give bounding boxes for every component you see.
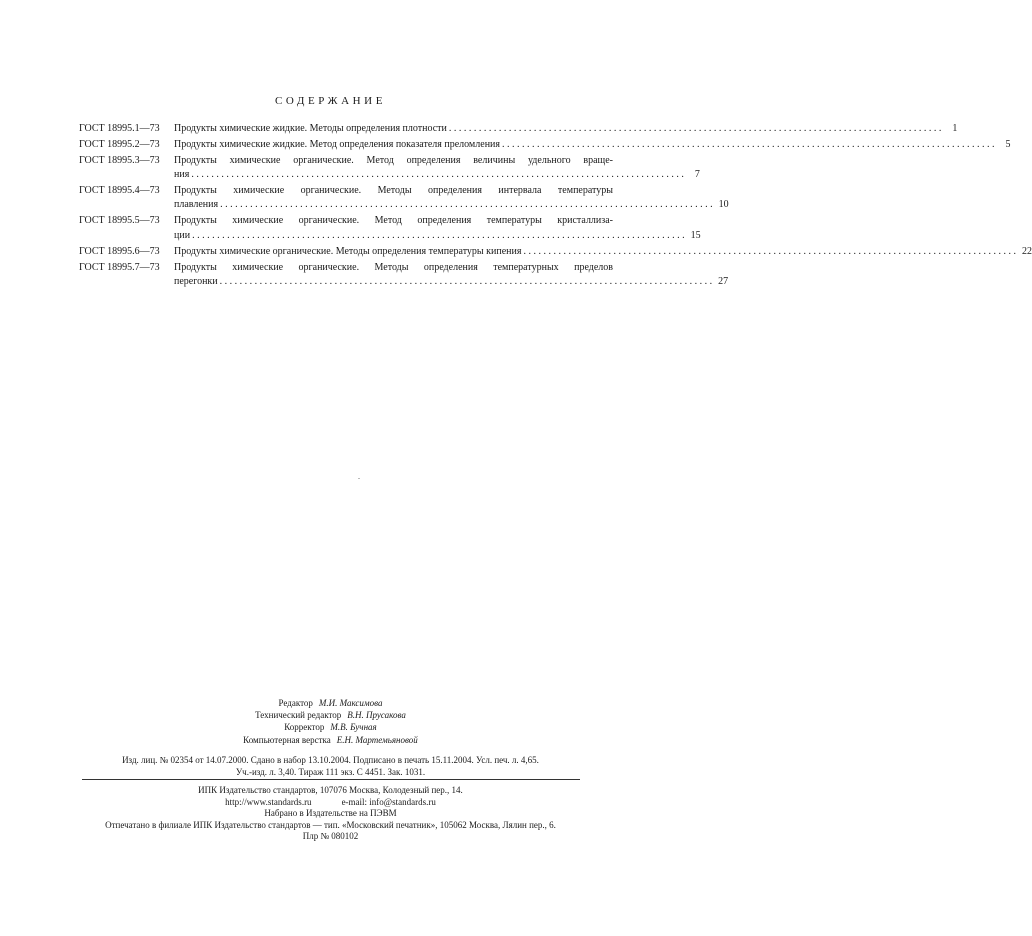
toc-entry-title: Продукты химические жидкие. Метод определения показателя преломления [174,139,500,150]
dot-leader [191,168,684,182]
publication-info [0,754,661,778]
printing-info [0,785,661,843]
scan-speck [358,478,360,479]
toc-entry-code: ГОСТ 18995.1—73 [79,123,160,134]
contents-title: СОДЕРЖАНИЕ [274,95,387,107]
editorial-staff [0,697,661,746]
website-link[interactable]: http://www.standards.ru [225,796,312,807]
toc-entry-title: Продукты химические органические. Метод определения температуры кристаллиза- [174,215,613,227]
toc-entry-code: ГОСТ 18995.7—73 [79,261,160,273]
toc-entry-title: Продукты химические органические. Метод определения величины удельного враще- [174,155,613,166]
toc-entry-code: ГОСТ 18995.4—73 [79,185,160,197]
toc-entry-title-continued: перегонки [174,275,218,287]
toc-entry-title-continued: ния [174,169,190,181]
dot-leader [220,198,713,212]
dot-leader [449,122,942,136]
toc-entry-title-continued: ции [174,229,191,241]
toc-entry-code: ГОСТ 18995.5—73 [79,215,160,227]
staff-name: М.И. Максимова [318,698,383,708]
toc-entry[interactable] [79,261,729,289]
toc-entry[interactable] [79,138,1011,152]
toc-entry-title: Продукты химические органические. Методы определения температурных пределов [174,261,613,273]
staff-name: М.В. Бучная [330,722,377,733]
email-link[interactable]: e-mail: info@standards.ru [341,796,436,807]
toc-entry-page: 1 [952,123,958,134]
contact-line [0,797,661,809]
publication-line: Уч.-изд. л. 3,40. Тираж 111 экз. С 4451. Зак. 1031. [235,767,426,778]
toc-entry-page: 15 [690,229,701,241]
toc-entry[interactable] [79,245,1032,259]
toc-entry-page: 22 [1021,245,1032,257]
staff-row [0,721,661,733]
divider [82,779,580,780]
toc-entry-code: ГОСТ 18995.6—73 [79,245,160,257]
toc-entry[interactable] [79,122,958,136]
dot-leader [523,245,1016,259]
staff-role: Технический редактор [255,710,342,721]
dot-leader [220,275,713,289]
toc-entry-code: ГОСТ 18995.2—73 [79,139,160,150]
toc-entry[interactable] [79,154,700,182]
typeset-note: Набрано в Издательстве на ПЭВМ [264,808,397,819]
toc-entry[interactable] [79,184,729,212]
plr-number: Плр № 080102 [302,831,359,842]
dot-leader [192,229,685,243]
printed-note: Отпечатано в филиале ИПК Издательство стандартов — тип. «Московский печатник», 105062 Москва, Лялин пер., 6. [105,819,556,830]
toc-entry[interactable] [79,214,701,242]
toc-entry-page: 5 [1005,139,1011,150]
staff-row [0,697,661,709]
toc-entry-title-continued: плавления [174,199,219,211]
toc-entry-title: Продукты химические органические. Методы определения температуры кипения [174,245,522,257]
staff-name: В.Н. Прусакова [347,710,406,721]
table-of-contents [79,122,1032,291]
staff-row [0,734,661,746]
staff-name: Е.Н. Мартемьяновой [336,734,418,745]
toc-entry-code: ГОСТ 18995.3—73 [79,155,160,166]
toc-entry-title: Продукты химические жидкие. Методы определения плотности [174,123,447,134]
toc-entry-title: Продукты химические органические. Методы определения интервала температуры [174,185,613,197]
publisher-address: ИПК Издательство стандартов, 107076 Москва, Колодезный пер., 14. [198,785,463,795]
staff-role: Корректор [284,722,325,733]
staff-role: Компьютерная верстка [243,734,331,745]
dot-leader [502,138,995,152]
toc-entry-page: 7 [694,169,700,181]
toc-entry-page: 10 [718,199,729,211]
publication-line: Изд. лиц. № 02354 от 14.07.2000. Сдано в набор 13.10.2004. Подписано в печать 15.11.2004. Усл. печ. л. 4,65. [122,755,539,765]
toc-entry-page: 27 [718,275,729,287]
staff-role: Редактор [278,698,313,708]
staff-row [0,709,661,721]
